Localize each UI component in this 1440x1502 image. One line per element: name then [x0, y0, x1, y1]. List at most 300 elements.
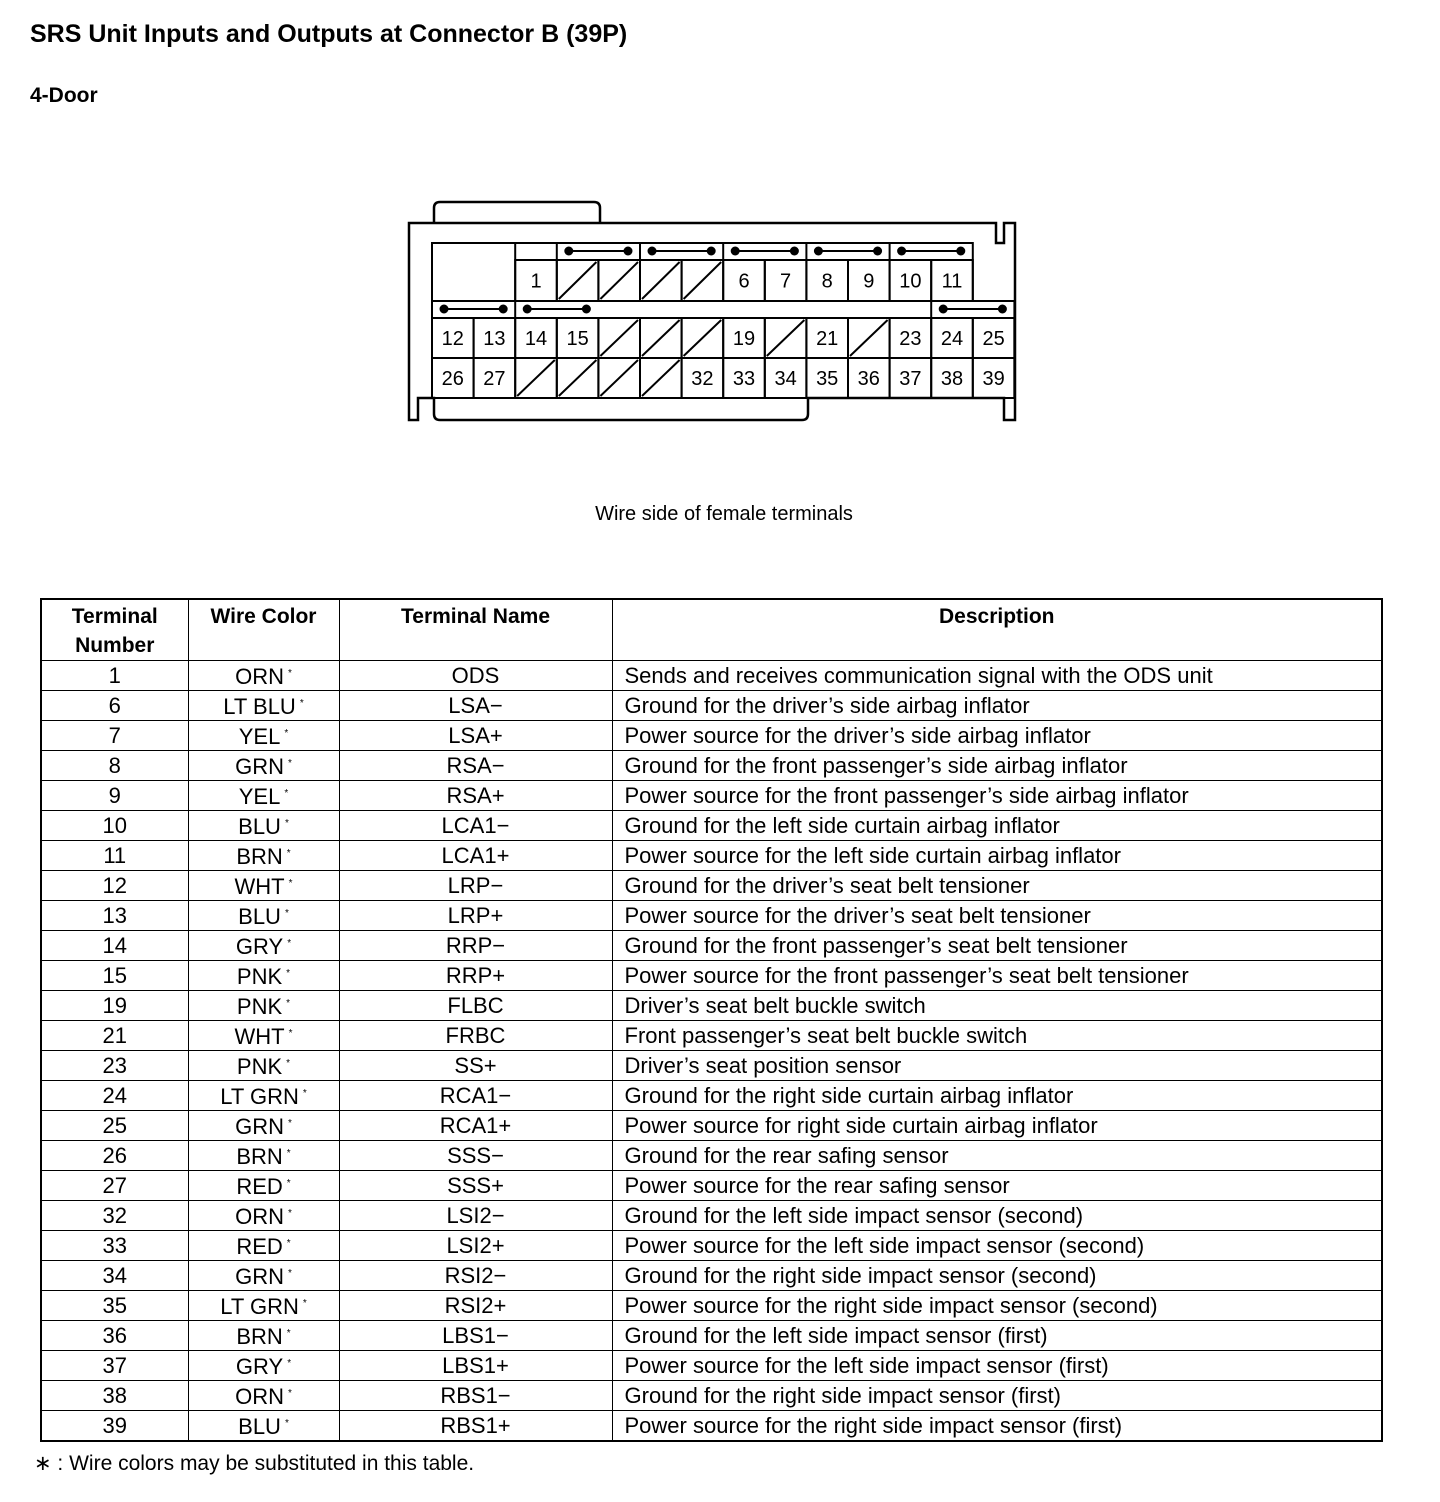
description-cell [612, 991, 1382, 1021]
description: Power source for the driver’s seat belt tensioner [624, 902, 1091, 928]
description: Driver’s seat belt buckle switch [624, 992, 926, 1018]
terminal-number-cell [41, 1321, 188, 1351]
unused-terminal-slash [767, 320, 805, 356]
description: Power source for right side curtain airbag inflator [624, 1112, 1098, 1138]
wire-color-cell [188, 1291, 339, 1321]
description-cell [612, 721, 1382, 751]
terminal-name-cell [339, 721, 612, 751]
table-row [41, 1201, 1382, 1231]
description-cell [612, 1171, 1382, 1201]
terminal-name: RRP+ [445, 962, 506, 988]
connector-caption: Wire side of female terminals [595, 503, 853, 525]
terminal-number-cell [41, 1411, 188, 1442]
table-row [41, 751, 1382, 781]
description: Ground for the left side curtain airbag inflator [624, 812, 1060, 838]
terminal-name-cell [339, 661, 612, 691]
shorting-bar-end [441, 306, 448, 313]
terminal-name-cell [339, 1231, 612, 1261]
asterisk-mark: * [302, 1298, 307, 1309]
terminal-name-cell [339, 841, 612, 871]
table-row [41, 1411, 1382, 1442]
wire-color-cell [188, 1381, 339, 1411]
terminal-number-cell [41, 781, 188, 811]
shorting-bar-end [524, 306, 531, 313]
terminal-number-label: 39 [982, 368, 1005, 390]
description-cell [612, 871, 1382, 901]
terminal-name-cell [339, 1411, 612, 1442]
terminal-number-cell [41, 661, 188, 691]
terminal-number-cell [41, 901, 188, 931]
terminal-name-cell [339, 1171, 612, 1201]
terminal-name-cell [339, 901, 612, 931]
table-row [41, 1171, 1382, 1201]
terminal-number-label: 24 [940, 328, 964, 350]
table-row [41, 1051, 1382, 1081]
description: Ground for the right side impact sensor (first) [624, 1382, 1061, 1408]
terminal-number: 9 [108, 782, 121, 808]
terminal-name: RSA+ [446, 782, 505, 808]
terminal-name-cell [339, 1051, 612, 1081]
terminal-number-cell [41, 961, 188, 991]
wire-color: BRN [236, 844, 283, 869]
terminal-number-label: 38 [940, 368, 964, 390]
page-title: SRS Unit Inputs and Outputs at Connector B (39P) [30, 20, 628, 48]
asterisk-mark: * [299, 698, 304, 709]
wire-color-cell [188, 871, 339, 901]
shorting-bar-end [791, 248, 798, 255]
unused-terminal-slash [600, 320, 638, 356]
terminal-name-cell [339, 931, 612, 961]
description: Power source for the left side curtain airbag inflator [624, 842, 1121, 868]
table-row [41, 1141, 1382, 1171]
shorting-bar-end [957, 248, 964, 255]
asterisk-mark: * [288, 1028, 293, 1039]
wire-color: GRN [235, 1264, 284, 1289]
shorting-bar-end [898, 248, 905, 255]
terminal-number-cell [41, 1201, 188, 1231]
description: Ground for the left side impact sensor (second) [624, 1202, 1084, 1228]
unused-terminal-slash [850, 320, 888, 356]
shorting-bar-end [940, 306, 947, 313]
description: Sends and receives communication signal with the ODS unit [624, 662, 1213, 688]
wire-color: PNK [236, 994, 283, 1019]
asterisk-mark: * [284, 788, 289, 799]
terminal-name-cell [339, 1291, 612, 1321]
wire-color: WHT [234, 1024, 285, 1049]
description-cell [612, 1351, 1382, 1381]
table-row [41, 1261, 1382, 1291]
description-cell [612, 1201, 1382, 1231]
asterisk-mark: * [284, 908, 289, 919]
description-cell [612, 811, 1382, 841]
wire-color-cell [188, 781, 339, 811]
unused-terminal-slash [642, 320, 680, 356]
terminal-number: 25 [102, 1112, 127, 1138]
asterisk-mark: * [286, 998, 291, 1009]
table-row [41, 931, 1382, 961]
unused-terminal-slash [642, 360, 680, 396]
asterisk-mark: * [286, 968, 291, 979]
asterisk-mark: * [286, 1148, 291, 1159]
wire-color-cell [188, 1351, 339, 1381]
description: Ground for the driver’s side airbag inflator [624, 692, 1030, 718]
terminal-name-cell [339, 1381, 612, 1411]
shorting-bar-end [583, 306, 590, 313]
terminal-name: LCA1+ [441, 842, 510, 868]
table-row [41, 1321, 1382, 1351]
wire-color-cell [188, 1261, 339, 1291]
terminal-name: LCA1− [441, 812, 510, 838]
wire-color: YEL [238, 784, 281, 809]
shorting-bar-end [708, 248, 715, 255]
wire-color: ORN [235, 1384, 284, 1409]
terminal-number-cell [41, 1381, 188, 1411]
wire-color-cell [188, 1171, 339, 1201]
description-cell [612, 841, 1382, 871]
terminal-number-label: 35 [816, 368, 839, 390]
terminal-name: LRP+ [447, 902, 504, 928]
terminal-number-cell [41, 1231, 188, 1261]
asterisk-mark: * [287, 938, 292, 949]
terminal-number-label: 12 [441, 328, 464, 350]
terminal-number-cell [41, 1261, 188, 1291]
wire-color: YEL [238, 724, 281, 749]
description-cell [612, 1321, 1382, 1351]
wire-color-cell [188, 691, 339, 721]
terminal-number: 23 [102, 1052, 127, 1078]
terminal-number-label: 15 [566, 328, 589, 350]
table-row [41, 1351, 1382, 1381]
wire-color-cell [188, 1411, 339, 1442]
unused-terminal-slash [684, 320, 722, 356]
description-cell [612, 1081, 1382, 1111]
description: Power source for the left side impact sensor (second) [624, 1232, 1145, 1258]
terminal-name: SSS+ [447, 1172, 504, 1198]
wire-color: BLU [238, 904, 281, 929]
description-cell [612, 1381, 1382, 1411]
terminal-number-cell [41, 1141, 188, 1171]
shorting-bar-end [625, 248, 632, 255]
description: Power source for the right side impact sensor (first) [624, 1412, 1123, 1438]
terminal-number-cell [41, 721, 188, 751]
terminal-name-cell [339, 991, 612, 1021]
description: Power source for the driver’s side airbag inflator [624, 722, 1091, 748]
table-row [41, 1381, 1382, 1411]
terminal-number-label: 21 [816, 328, 839, 350]
table-row [41, 1291, 1382, 1321]
table-header-row [41, 599, 1382, 661]
wire-color-cell [188, 901, 339, 931]
terminal-number-label: 33 [732, 368, 756, 390]
terminal-name-cell [339, 1021, 612, 1051]
terminal-number-cell [41, 1021, 188, 1051]
terminal-name-cell [339, 781, 612, 811]
terminal-number: 34 [102, 1262, 127, 1288]
terminal-number-label: 34 [774, 368, 797, 390]
wire-color-cell [188, 1141, 339, 1171]
terminal-number-label: 8 [821, 270, 833, 293]
wire-color: GRY [235, 1354, 284, 1379]
table-row [41, 871, 1382, 901]
asterisk-mark: * [286, 1178, 291, 1189]
asterisk-mark: * [287, 1208, 292, 1219]
terminal-name-cell [339, 1081, 612, 1111]
terminal-name-cell [339, 871, 612, 901]
wire-color-cell [188, 841, 339, 871]
terminal-number-cell [41, 811, 188, 841]
wire-color-cell [188, 751, 339, 781]
description: Ground for the right side impact sensor (second) [624, 1262, 1097, 1288]
wire-color-cell [188, 1021, 339, 1051]
asterisk-mark: * [284, 728, 289, 739]
terminal-number-cell [41, 1111, 188, 1141]
terminal-name: RCA1− [439, 1082, 512, 1108]
wire-color: LT BLU [223, 694, 296, 719]
wire-color: ORN [235, 664, 284, 689]
wire-color: BLU [238, 814, 281, 839]
terminal-number: 32 [102, 1202, 127, 1228]
asterisk-mark: * [286, 1058, 291, 1069]
shorting-bar-end [500, 306, 507, 313]
wire-color: LT GRN [220, 1084, 299, 1109]
terminal-name: LSA+ [448, 722, 503, 748]
wire-color: RED [236, 1174, 283, 1199]
wire-color: PNK [236, 1054, 283, 1079]
terminal-number: 27 [102, 1172, 127, 1198]
description: Ground for the driver’s seat belt tensioner [624, 872, 1030, 898]
unused-terminal-slash [600, 262, 638, 299]
asterisk-mark: * [284, 1418, 289, 1429]
table-row [41, 1021, 1382, 1051]
terminal-name-cell [339, 811, 612, 841]
terminal-name: FRBC [445, 1022, 506, 1048]
description: Ground for the front passenger’s side airbag inflator [624, 752, 1128, 778]
terminal-name: RBS1− [440, 1382, 511, 1408]
terminal-number-label: 11 [941, 270, 963, 293]
description-cell [612, 1411, 1382, 1442]
terminal-number: 8 [108, 752, 121, 778]
description-cell [612, 901, 1382, 931]
terminal-number-cell [41, 691, 188, 721]
unused-terminal-slash [559, 360, 597, 396]
shorting-bar-end [732, 248, 739, 255]
description-cell [612, 1111, 1382, 1141]
table-row [41, 781, 1382, 811]
asterisk-mark: * [286, 848, 291, 859]
asterisk-mark: * [287, 1388, 292, 1399]
terminal-number-cell [41, 931, 188, 961]
description: Driver’s seat position sensor [624, 1052, 902, 1078]
terminal-number-label: 13 [483, 328, 506, 350]
unused-terminal-slash [684, 262, 722, 299]
terminal-number-label: 9 [863, 270, 875, 293]
terminal-number-label: 32 [691, 368, 714, 390]
terminal-number-cell [41, 871, 188, 901]
terminal-name: LSA− [448, 692, 503, 718]
unused-terminal-slash [559, 262, 597, 299]
unused-terminal-slash [517, 360, 555, 396]
table-row [41, 1231, 1382, 1261]
terminal-number: 14 [102, 932, 127, 958]
description-cell [612, 691, 1382, 721]
wire-color: ORN [235, 1204, 284, 1229]
description-cell [612, 961, 1382, 991]
wire-color: BRN [236, 1144, 283, 1169]
footnote: ∗ : Wire colors may be substituted in this table. [34, 1452, 475, 1475]
unused-terminal-slash [600, 360, 638, 396]
description-cell [612, 781, 1382, 811]
asterisk-mark: * [287, 1118, 292, 1129]
description: Power source for the right side impact sensor (second) [624, 1292, 1158, 1318]
terminal-name: RSA− [446, 752, 505, 778]
wire-color-cell [188, 811, 339, 841]
description-cell [612, 751, 1382, 781]
terminal-number-label: 26 [441, 368, 464, 390]
description: Ground for the rear safing sensor [624, 1142, 949, 1168]
table-row [41, 1111, 1382, 1141]
asterisk-mark: * [286, 1238, 291, 1249]
description: Power source for the front passenger’s seat belt tensioner [624, 962, 1189, 988]
wire-color-cell [188, 1321, 339, 1351]
terminal-number: 19 [102, 992, 127, 1018]
connector-top-tab [434, 202, 600, 223]
header-terminal-name: Terminal Name [339, 599, 612, 661]
table-row [41, 991, 1382, 1021]
wire-color-cell [188, 931, 339, 961]
asterisk-mark: * [286, 1328, 291, 1339]
header-wire-color: Wire Color [188, 599, 339, 661]
terminal-name-cell [339, 1261, 612, 1291]
table-row [41, 841, 1382, 871]
terminal-number-label: 10 [899, 270, 922, 293]
connector-diagram [0, 0, 1440, 440]
description-cell [612, 1291, 1382, 1321]
description: Power source for the left side impact sensor (first) [624, 1352, 1109, 1378]
terminal-number-cell [41, 841, 188, 871]
terminal-number-cell [41, 1081, 188, 1111]
terminal-name-cell [339, 1321, 612, 1351]
wire-color-cell [188, 1081, 339, 1111]
header-terminal-number: Terminal Number [41, 599, 188, 661]
terminal-number: 33 [102, 1232, 127, 1258]
description-cell [612, 931, 1382, 961]
asterisk-mark: * [288, 878, 293, 889]
terminal-number-label: 6 [738, 270, 750, 293]
asterisk-mark: * [287, 668, 292, 679]
description: Power source for the rear safing sensor [624, 1172, 1010, 1198]
wire-color-cell [188, 661, 339, 691]
description: Front passenger’s seat belt buckle switch [624, 1022, 1028, 1048]
terminal-number-label: 7 [780, 270, 792, 293]
terminal-name: SS+ [454, 1052, 497, 1078]
terminal-name: FLBC [447, 992, 504, 1018]
wire-color: WHT [234, 874, 285, 899]
wire-color: BLU [238, 1414, 281, 1439]
terminal-number-label: 27 [483, 368, 506, 390]
section-subtitle: 4-Door [30, 84, 98, 107]
terminal-name: LBS1− [442, 1322, 509, 1348]
asterisk-mark: * [302, 1088, 307, 1099]
terminal-name-cell [339, 1201, 612, 1231]
description-cell [612, 1021, 1382, 1051]
terminal-number: 37 [102, 1352, 127, 1378]
header-description: Description [612, 599, 1382, 661]
terminal-number-label: 37 [899, 368, 922, 390]
table-row [41, 901, 1382, 931]
terminal-number: 1 [108, 662, 121, 688]
terminal-number: 11 [103, 842, 127, 868]
terminal-number: 39 [102, 1412, 127, 1438]
terminal-name: ODS [451, 662, 500, 688]
description-cell [612, 1261, 1382, 1291]
asterisk-mark: * [287, 1358, 292, 1369]
wire-color: GRY [235, 934, 284, 959]
terminal-number-label: 19 [732, 328, 756, 350]
wire-color-cell [188, 721, 339, 751]
terminal-number-label: 25 [982, 328, 1005, 350]
shorting-bar-end [999, 306, 1006, 313]
table-row [41, 721, 1382, 751]
shorting-bar-end [815, 248, 822, 255]
unused-terminal-slash [642, 262, 680, 299]
description-cell [612, 1141, 1382, 1171]
shorting-bar-end [874, 248, 881, 255]
terminal-name: RSI2+ [444, 1292, 507, 1318]
wire-color: PNK [236, 964, 283, 989]
terminal-number-cell [41, 751, 188, 781]
terminal-name: RCA1+ [439, 1112, 512, 1138]
terminal-number: 15 [102, 962, 127, 988]
terminal-name-cell [339, 691, 612, 721]
terminal-number-cell [41, 991, 188, 1021]
terminal-number: 36 [102, 1322, 127, 1348]
terminal-number-cell [41, 1291, 188, 1321]
description: Ground for the left side impact sensor (first) [624, 1322, 1048, 1348]
wire-color: LT GRN [220, 1294, 299, 1319]
table-row [41, 661, 1382, 691]
description: Ground for the right side curtain airbag inflator [624, 1082, 1074, 1108]
terminal-name: RSI2− [444, 1262, 507, 1288]
terminal-name: LSI2+ [446, 1232, 505, 1258]
table-row [41, 811, 1382, 841]
terminal-number: 13 [102, 902, 127, 928]
terminal-number: 10 [102, 812, 127, 838]
terminal-number: 38 [102, 1382, 127, 1408]
wire-color-cell [188, 1051, 339, 1081]
terminal-name-cell [339, 1111, 612, 1141]
description-cell [612, 661, 1382, 691]
terminal-name: LRP− [447, 872, 504, 898]
shorting-bar-end [565, 248, 572, 255]
wire-color-cell [188, 1231, 339, 1261]
terminal-name: RBS1+ [440, 1412, 511, 1438]
terminal-number-label: 23 [899, 328, 922, 350]
terminal-number: 35 [102, 1292, 127, 1318]
shorting-bar-end [649, 248, 656, 255]
terminal-number-cell [41, 1051, 188, 1081]
wire-color-cell [188, 991, 339, 1021]
description-cell [612, 1231, 1382, 1261]
wire-color-cell [188, 1201, 339, 1231]
terminal-name: LSI2− [446, 1202, 505, 1228]
terminal-number: 21 [102, 1022, 127, 1048]
terminal-number-cell [41, 1351, 188, 1381]
terminal-number: 26 [102, 1142, 127, 1168]
asterisk-mark: * [287, 1268, 292, 1279]
wire-color-cell [188, 1111, 339, 1141]
terminal-name-cell [339, 751, 612, 781]
table-row [41, 691, 1382, 721]
